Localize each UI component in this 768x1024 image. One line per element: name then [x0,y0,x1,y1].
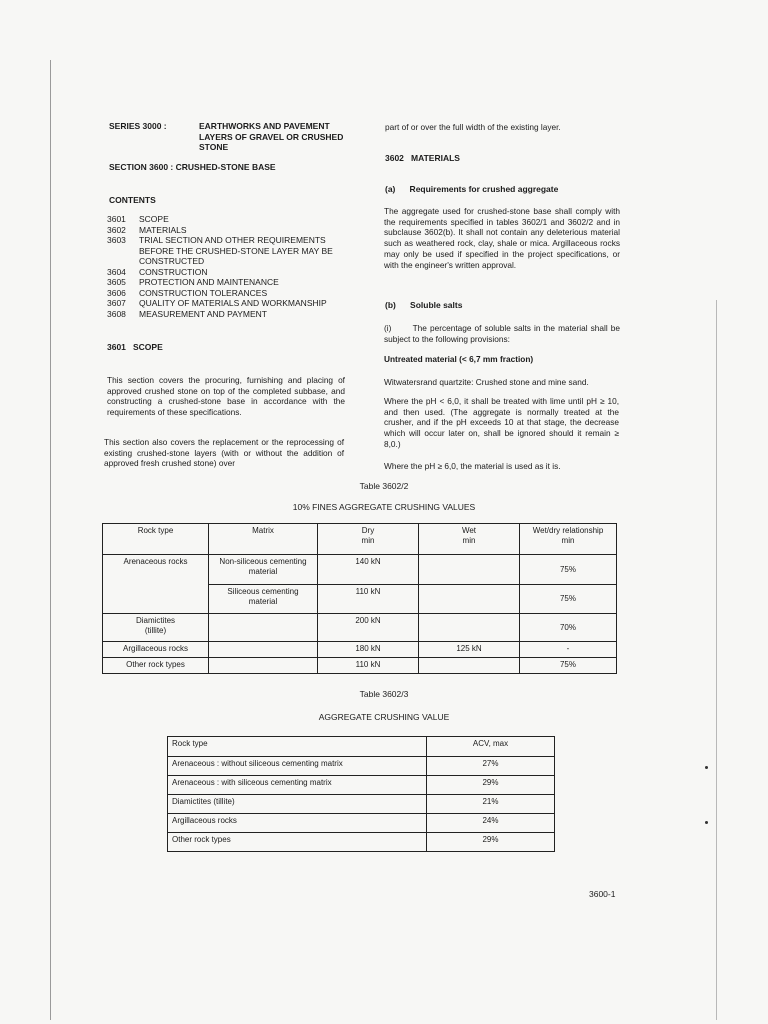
contents-number: 3608 [107,308,126,319]
dry-cell: 180 kN [318,642,419,658]
wet-cell [419,555,520,585]
table-row [103,658,617,674]
contents-item[interactable] [107,298,357,309]
scan-edge-right [716,300,717,1020]
table-row [168,814,555,833]
contents-title: CONSTRUCTION TOLERANCES [139,287,268,298]
header-cell: Wet min [419,524,520,555]
contents-item[interactable] [107,267,357,278]
table-row [168,833,555,852]
rock-type-cell: Argillaceous rocks [103,642,209,658]
matrix-cell: Siliceous cementing material [209,585,318,614]
rock-type-cell: Arenaceous : with siliceous cementing matrix [168,776,427,795]
rock-type-cell: Arenaceous : without siliceous cementing matrix [168,757,427,776]
rock-type-cell: Diamictites (tillite) [168,795,427,814]
table-row [103,642,617,658]
table2-label: Table 3602/3 [359,689,409,699]
relationship-cell: 70% [520,614,617,642]
contents-heading: CONTENTS [109,195,156,205]
table-row [103,614,617,642]
header-cell: Dry min [318,524,419,555]
table-row [168,795,555,814]
aggregate-requirements-text: The aggregate used for crushed-stone base shall comply with the requirements specified in tables 3602/1 and 3602/2 and in subclause 3602(b). It shall not contain any deleterious material such as weathered rock, clay, shale or mica. Argillaceous rocks may only be used if specified in the project specifications, or with the engineer's written approval. [384,206,620,270]
wet-cell [419,614,520,642]
dry-cell: 110 kN [318,658,419,674]
table-header-row [168,737,555,757]
table-row [168,757,555,776]
contents-number: 3606 [107,287,126,298]
contents-title: SCOPE [139,214,169,224]
contents-title: MEASUREMENT AND PAYMENT [139,308,267,319]
table-row [103,555,617,585]
contents-number: 3601 [107,214,126,224]
page-number: 3600-1 [589,889,616,899]
dry-cell: 200 kN [318,614,419,642]
scope-paragraph-1: This section covers the procuring, furnishing and placing of approved crushed stone on top of the completed subbase, and constructing a crushed-stone base in accordance with the requirements of these specifications. [107,375,345,418]
header-cell: ACV, max [427,737,555,757]
series-title-line: EARTHWORKS AND PAVEMENT [199,121,330,131]
subsection-a-heading: (a) Requirements for crushed aggregate [385,184,559,194]
contents-title: TRIAL SECTION AND OTHER REQUIREMENTS BEFORE THE CRUSHED-STONE LAYER MAY BE CONSTRUCTED [139,235,333,266]
acv-cell: 29% [427,776,555,795]
dry-cell: 140 kN [318,555,419,585]
series-title-line: STONE [199,142,229,152]
aggregate-crushing-table [167,736,555,852]
scan-speck [705,821,708,824]
table-row [168,776,555,795]
untreated-material-label: Untreated material (< 6,7 mm fraction) [384,354,534,364]
scope-paragraph-2: This section also covers the replacement or the reprocessing of existing crushed-stone layers (with or without the addition of approved fresh crushed stone) over [104,437,344,469]
scope-heading: 3601 SCOPE [107,342,163,352]
contents-item[interactable] [107,288,357,299]
contents-title: QUALITY OF MATERIALS AND WORKMANSHIP [139,298,327,308]
continuation-text: part of or over the full width of the existing layer. [385,122,561,132]
fines-crushing-table [102,523,617,674]
table2-title: AGGREGATE CRUSHING VALUE [318,712,450,722]
series-title [199,121,343,153]
witwatersrand-text: Witwatersrand quartzite: Crushed stone and mine sand. [384,377,589,387]
acv-cell: 21% [427,795,555,814]
rock-type-cell: Diamictites (tillite) [103,614,209,642]
header-cell: Wet/dry relationship min [520,524,617,555]
matrix-cell: Non-siliceous cementing material [209,555,318,585]
table1-title: 10% FINES AGGREGATE CRUSHING VALUES [292,502,476,512]
contents-number: 3605 [107,277,126,287]
contents-number: 3602 [107,224,126,235]
contents-item[interactable] [107,277,357,288]
contents-title: MATERIALS [139,224,187,235]
acv-cell: 27% [427,757,555,776]
table-header-row [103,524,617,555]
contents-title: PROTECTION AND MAINTENANCE [139,277,279,287]
contents-number: 3603 [107,235,126,245]
header-cell: Rock type [168,737,427,757]
series-title-line: LAYERS OF GRAVEL OR CRUSHED [199,131,344,142]
relationship-cell: 75% [520,555,617,585]
materials-heading: 3602 MATERIALS [385,153,460,163]
contents-number: 3604 [107,266,126,277]
contents-item[interactable] [107,309,357,320]
section-title: SECTION 3600 : CRUSHED-STONE BASE [109,162,276,172]
table1-label: Table 3602/2 [359,481,409,491]
contents-title: CONSTRUCTION [139,266,208,277]
rock-type-cell: Other rock types [168,833,427,852]
rock-type-cell: Argillaceous rocks [168,814,427,833]
contents-list [107,214,357,319]
matrix-cell [209,614,318,642]
wet-cell [419,585,520,614]
rock-type-cell: Other rock types [103,658,209,674]
relationship-cell: 75% [520,658,617,674]
relationship-cell: - [520,642,617,658]
wet-cell: 125 kN [419,642,520,658]
contents-item[interactable] [107,214,357,225]
contents-number: 3607 [107,298,126,308]
soluble-salts-text: (i) The percentage of soluble salts in the material shall be subject to the following provisions: [384,323,623,344]
rock-type-cell: Arenaceous rocks [103,555,209,614]
contents-item[interactable] [107,235,357,267]
acv-cell: 24% [427,814,555,833]
scan-edge-left [50,60,51,1020]
scan-speck [705,766,708,769]
dry-cell: 110 kN [318,585,419,614]
relationship-cell: 75% [520,585,617,614]
series-label: SERIES 3000 : [109,121,167,131]
matrix-cell [209,658,318,674]
wet-cell [419,658,520,674]
ph-untreated-text: Where the pH ≥ 6,0, the material is used as it is. [384,461,561,471]
matrix-cell [209,642,318,658]
header-cell: Rock type [103,524,209,555]
subsection-b-heading: (b) Soluble salts [385,300,463,310]
acv-cell: 29% [427,833,555,852]
ph-treatment-text: Where the pH < 6,0, it shall be treated with lime until pH ≥ 10, and then used. (The aggregate is normally treated at the crusher, and if the pH exceeds 10 at that stage, the decrease which will occur later on, shall be ignored should it remain ≥ 8,0.) [384,396,619,449]
contents-item[interactable] [107,225,357,236]
header-cell: Matrix [209,524,318,555]
